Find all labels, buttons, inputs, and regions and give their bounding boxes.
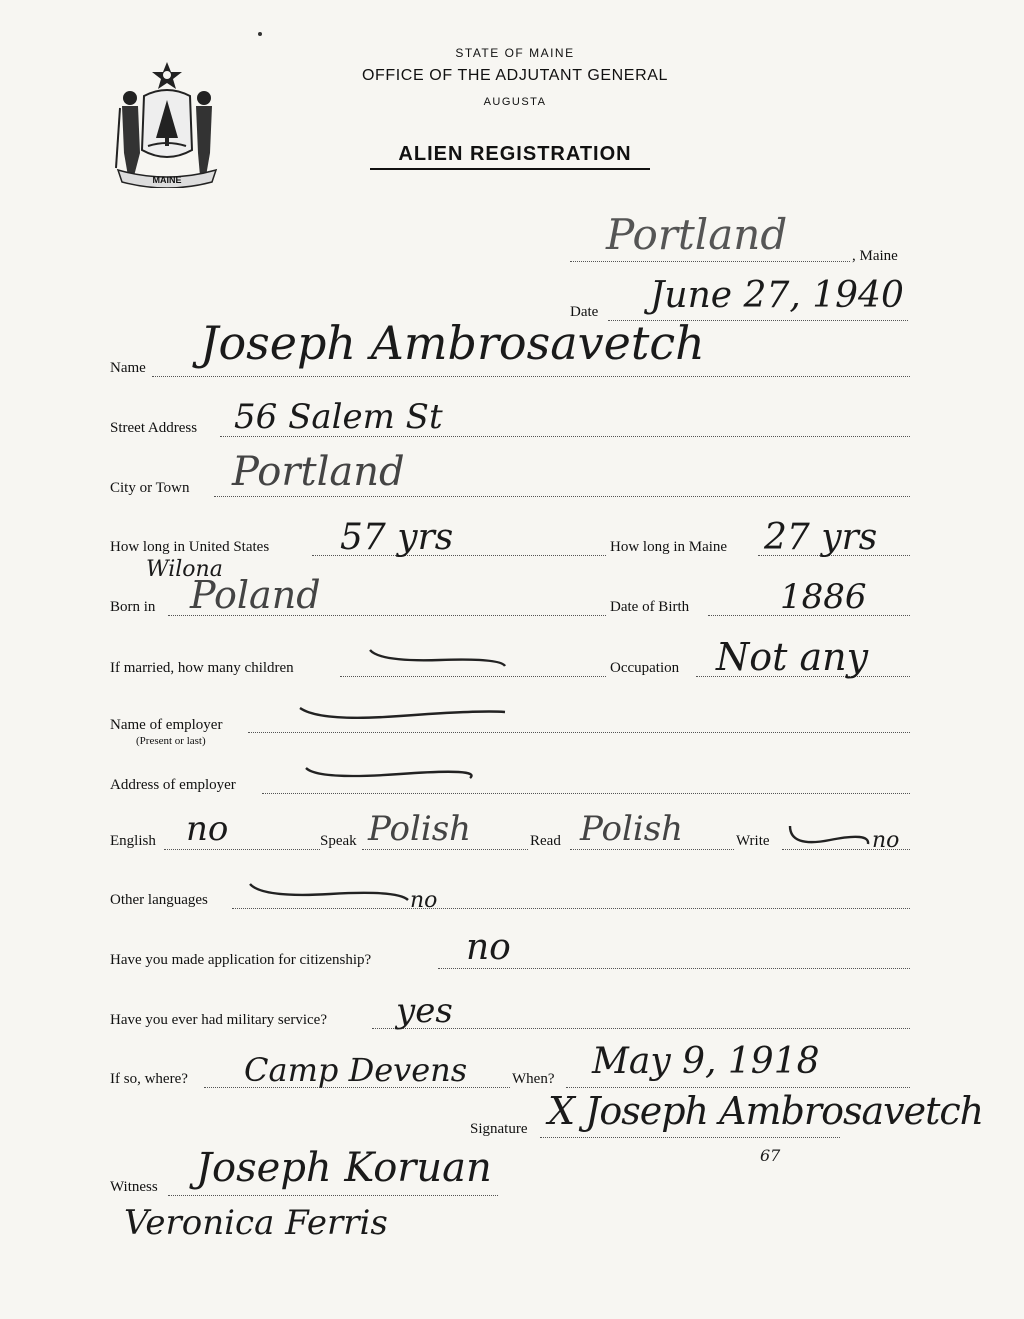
employer-address-label: Address of employer xyxy=(110,777,236,793)
write-dash-stroke xyxy=(790,826,868,844)
born-in-label: Born in xyxy=(110,599,156,615)
when-label: When? xyxy=(512,1071,555,1087)
speak-label: Speak xyxy=(320,833,357,849)
form-title: ALIEN REGISTRATION xyxy=(398,143,632,165)
born-in-note: Wilona xyxy=(146,557,223,582)
write-label: Write xyxy=(736,833,770,849)
city-value: Portland xyxy=(232,449,405,495)
city-heading: AUGUSTA xyxy=(483,96,547,108)
signature-value: X Joseph Ambrosavetch xyxy=(548,1089,984,1133)
name-label: Name xyxy=(110,360,146,376)
city-label: City or Town xyxy=(110,480,190,496)
dob-label: Date of Birth xyxy=(610,599,690,615)
employer-address-dash-stroke xyxy=(306,768,472,778)
military-value: yes xyxy=(396,991,453,1031)
where-value: Camp Devens xyxy=(244,1051,468,1089)
seal-text: MAINE xyxy=(152,175,182,185)
date-label: Date xyxy=(570,304,599,320)
witness-1-value: Joseph Koruan xyxy=(196,1145,492,1191)
employer-name-dash-stroke xyxy=(300,708,505,718)
how-long-us-value: 57 yrs xyxy=(340,517,454,558)
other-languages-dash-stroke xyxy=(250,884,408,900)
english-label: English xyxy=(110,833,156,849)
street-value: 56 Salem St xyxy=(234,397,443,437)
how-long-maine-value: 27 yrs xyxy=(764,517,878,558)
street-label: Street Address xyxy=(110,420,198,436)
employer-name-label: Name of employer xyxy=(110,717,223,733)
signature-note: 67 xyxy=(760,1146,781,1165)
place-value: Portland xyxy=(606,210,788,259)
citizenship-label: Have you made application for citizenship? xyxy=(110,952,372,968)
military-label: Have you ever had military service? xyxy=(110,1012,327,1028)
occupation-label: Occupation xyxy=(610,660,680,676)
children-dash-stroke xyxy=(370,650,505,666)
occupation-value: Not any xyxy=(716,635,869,679)
witness-label: Witness xyxy=(110,1179,158,1195)
dob-value: 1886 xyxy=(780,577,867,617)
how-long-maine-label: How long in Maine xyxy=(610,539,728,555)
read-label: Read xyxy=(530,833,561,849)
english-value: no xyxy=(186,809,229,849)
signature-label: Signature xyxy=(470,1121,528,1137)
write-value: no xyxy=(872,828,900,853)
when-value: May 9, 1918 xyxy=(592,1041,820,1082)
born-in-value: Poland xyxy=(190,573,321,617)
witness-2-value: Veronica Ferris xyxy=(124,1203,388,1243)
where-label: If so, where? xyxy=(110,1071,188,1087)
how-long-us-label: How long in United States xyxy=(110,539,270,555)
employer-name-sublabel: (Present or last) xyxy=(136,735,206,747)
other-languages-label: Other languages xyxy=(110,892,208,908)
other-languages-value: no xyxy=(410,888,438,913)
speak-value: Polish xyxy=(368,809,472,849)
citizenship-value: no xyxy=(466,927,511,968)
married-children-label: If married, how many children xyxy=(110,660,294,676)
office-heading: OFFICE OF THE ADJUTANT GENERAL xyxy=(361,67,669,84)
name-value: Joseph Ambrosavetch xyxy=(200,316,705,370)
read-value: Polish xyxy=(580,809,684,849)
date-value: June 27, 1940 xyxy=(650,275,904,316)
state-heading: STATE OF MAINE xyxy=(455,46,575,60)
maine-label: , Maine xyxy=(852,248,898,264)
